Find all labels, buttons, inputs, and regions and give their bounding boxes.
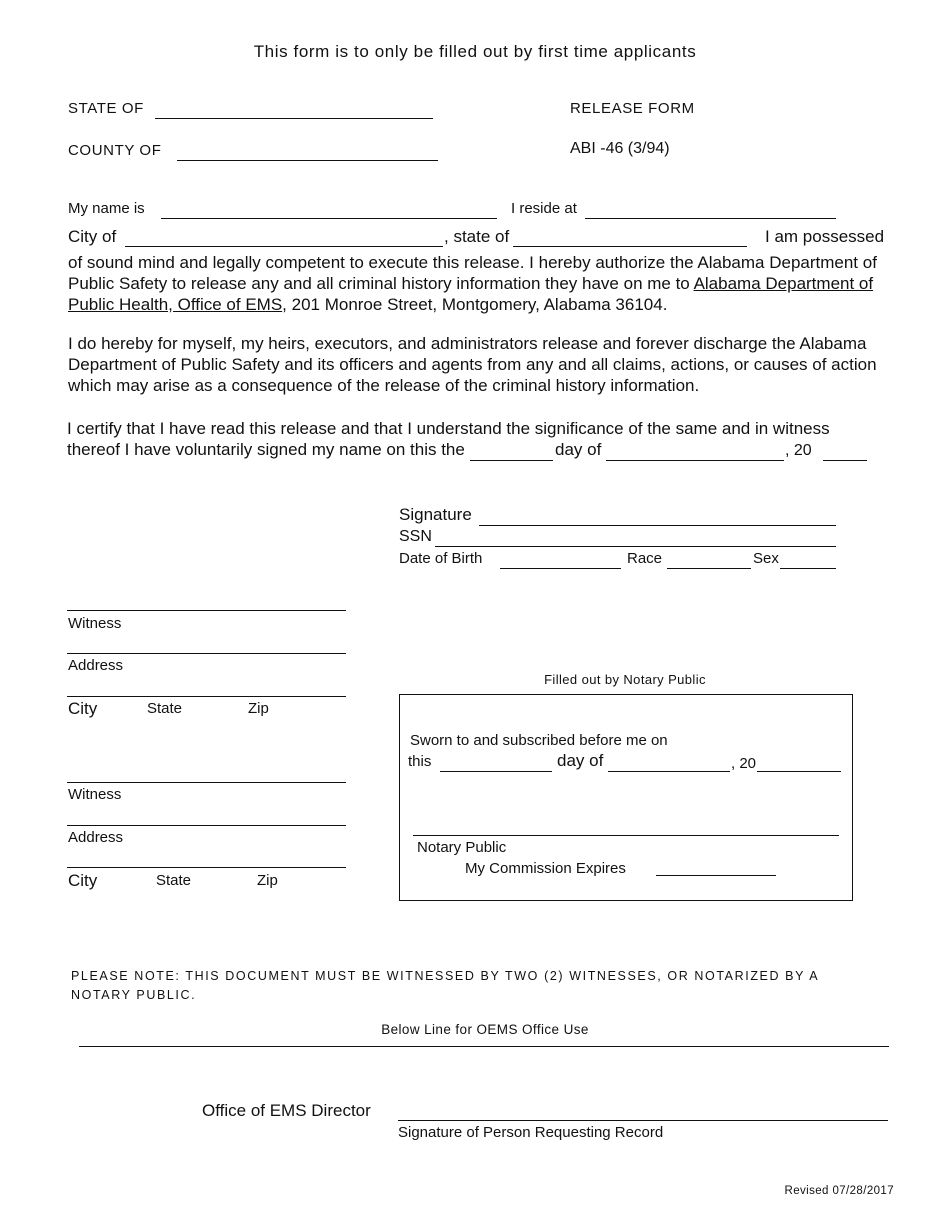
witness-2-field[interactable]: [67, 782, 346, 783]
state-label: STATE OF: [68, 100, 144, 117]
notary-public-label: Notary Public: [417, 839, 507, 856]
witness-2-city-label: City: [68, 871, 98, 890]
release-form-title: RELEASE FORM: [570, 100, 695, 117]
notary-signature-field[interactable]: [413, 835, 839, 836]
commission-field[interactable]: [656, 875, 776, 876]
form-notice: This form is to only be filled out by first time applicants: [253, 42, 697, 61]
day-of-label: day of: [555, 440, 602, 459]
signature-field[interactable]: [479, 525, 836, 526]
release-paragraph: I do hereby for myself, my heirs, executors, and administrators release and forever discharge the Alabama Department of Public Safety and its officers and agents from any and all claims, actions, or causes of action which may arise as a consequence of the release of the criminal history information.: [68, 334, 877, 395]
dob-label: Date of Birth: [399, 550, 483, 567]
county-field[interactable]: [177, 160, 438, 161]
please-note: PLEASE NOTE: THIS DOCUMENT MUST BE WITNESSED BY TWO (2) WITNESSES, OR NOTARIZED BY A NOTARY PUBLIC.: [71, 969, 819, 1002]
authorization-paragraph: [68, 252, 880, 315]
state-of-field[interactable]: [513, 246, 747, 247]
year-field[interactable]: [823, 460, 867, 461]
name-field[interactable]: [161, 218, 497, 219]
witness-1-state-label: State: [147, 700, 183, 717]
dob-field[interactable]: [500, 568, 621, 569]
name-label: My name is: [68, 200, 145, 217]
month-field[interactable]: [606, 460, 784, 461]
sex-field[interactable]: [780, 568, 836, 569]
city-label: City of: [68, 227, 117, 246]
form-code: ABI -46 (3/94): [570, 140, 670, 157]
witness-2-label: Witness: [68, 786, 122, 803]
state-field[interactable]: [155, 118, 433, 119]
possessed-text: I am possessed: [765, 227, 885, 246]
commission-label: My Commission Expires: [465, 860, 626, 877]
requesting-signature-label: Signature of Person Requesting Record: [398, 1124, 664, 1141]
sex-label: Sex: [753, 550, 779, 567]
ems-office-link: Alabama Department of Public Health, Office of EMS: [68, 274, 874, 314]
city-field[interactable]: [125, 246, 443, 247]
reside-label: I reside at: [511, 200, 577, 217]
certify-text: I certify that I have read this release and that I understand the significance of the same and in witness: [67, 419, 830, 438]
witness-1-zip-label: Zip: [248, 700, 269, 717]
signature-label: Signature: [399, 505, 472, 524]
witness-2-city-field[interactable]: [67, 867, 346, 868]
state-of-label: , state of: [444, 227, 510, 246]
certify-text-2: thereof I have voluntarily signed my name on this the: [67, 440, 465, 459]
address-text: , 201 Monroe Street, Montgomery, Alabama 36104.: [282, 295, 668, 314]
office-use-label: Below Line for OEMS Office Use: [381, 1022, 589, 1037]
witness-1-address-field[interactable]: [67, 653, 346, 654]
witness-2-zip-label: Zip: [257, 872, 278, 889]
witness-2-address-field[interactable]: [67, 825, 346, 826]
notary-day-of-label: day of: [557, 751, 604, 770]
notary-month-field[interactable]: [608, 771, 730, 772]
notary-section-title: Filled out by Notary Public: [544, 672, 706, 687]
director-signature-field[interactable]: [398, 1120, 888, 1121]
county-label: COUNTY OF: [68, 142, 162, 159]
notary-day-field[interactable]: [440, 771, 552, 772]
witness-1-field[interactable]: [67, 610, 346, 611]
witness-1-city-field[interactable]: [67, 696, 346, 697]
notary-this-label: this: [408, 753, 432, 770]
witness-2-address-label: Address: [68, 829, 124, 846]
office-use-divider: [79, 1046, 889, 1047]
day-field[interactable]: [470, 460, 553, 461]
race-label: Race: [627, 550, 663, 567]
revision-date: Revised 07/28/2017: [784, 1185, 894, 1197]
notary-year-prefix: , 20: [731, 755, 757, 772]
address-field[interactable]: [585, 218, 836, 219]
ssn-field[interactable]: [435, 546, 836, 547]
ssn-label: SSN: [399, 528, 432, 545]
year-prefix: , 20: [785, 442, 812, 459]
authorization-text: of sound mind and legally competent to execute this release. I hereby authorize the Alabama Department of Public Safety to release any and all criminal history information they have on me to: [68, 253, 877, 293]
witness-2-state-label: State: [156, 872, 192, 889]
sworn-text: Sworn to and subscribed before me on: [410, 732, 668, 749]
race-field[interactable]: [667, 568, 751, 569]
notary-year-field[interactable]: [757, 771, 841, 772]
witness-1-label: Witness: [68, 615, 122, 632]
director-label: Office of EMS Director: [202, 1101, 371, 1120]
witness-1-address-label: Address: [68, 657, 124, 674]
witness-1-city-label: City: [68, 699, 98, 718]
